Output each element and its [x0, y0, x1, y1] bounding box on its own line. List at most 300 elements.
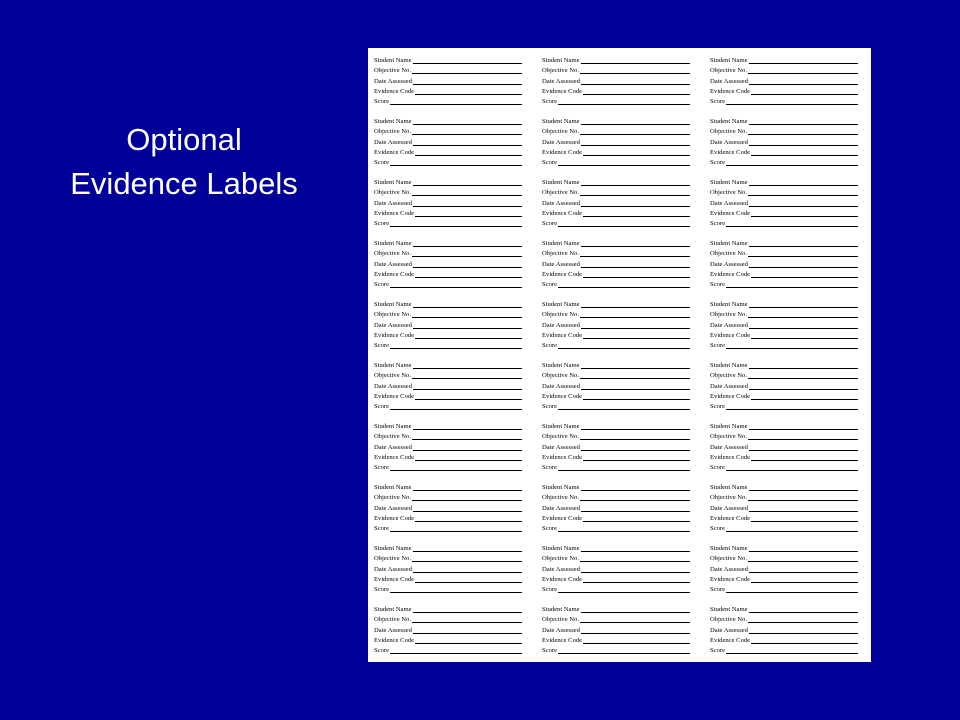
label-field-blank-line [412, 373, 522, 379]
label-field-name: Student Name [710, 179, 748, 187]
label-field-blank-line [581, 58, 690, 64]
slide-title-line-1: Optional [126, 122, 242, 157]
label-field-name: Student Name [710, 423, 748, 431]
label-field-blank-line [581, 262, 690, 268]
label-field [710, 440, 858, 450]
label-field [374, 318, 522, 328]
label-field-name: Objective No. [374, 555, 411, 563]
label-field-name: Student Name [542, 545, 580, 553]
label-field-name: Score [542, 585, 558, 593]
label-field [374, 329, 522, 339]
label-field [710, 613, 858, 623]
label-field-blank-line [751, 89, 858, 95]
label-field [374, 135, 522, 145]
label-field-blank-line [390, 404, 522, 410]
label-field [710, 278, 858, 288]
label-field-blank-line [581, 302, 690, 308]
label-field-blank-line [413, 628, 522, 634]
label-field-name: Student Name [542, 484, 580, 492]
label-field-blank-line [580, 129, 690, 135]
label-field-blank-line [413, 79, 522, 85]
label-field-blank-line [413, 546, 522, 552]
label-field-name: Date Assessed [374, 382, 412, 390]
label-field [374, 125, 522, 135]
label-field-name: Objective No. [542, 311, 579, 319]
label-field [542, 196, 690, 206]
label-field-blank-line [749, 58, 858, 64]
label-field [542, 217, 690, 227]
evidence-label [542, 481, 690, 532]
evidence-label [374, 298, 522, 349]
label-field-blank-line [558, 343, 690, 349]
label-field-name: Score [542, 646, 558, 654]
label-field [710, 298, 858, 308]
label-field-name: Objective No. [710, 494, 747, 502]
label-field [710, 115, 858, 125]
evidence-label [374, 176, 522, 227]
label-field [710, 634, 858, 644]
label-field-blank-line [749, 424, 858, 430]
label-field [542, 135, 690, 145]
label-field [710, 359, 858, 369]
label-field-blank-line [583, 211, 690, 217]
label-field [710, 308, 858, 318]
label-field-name: Score [542, 402, 558, 410]
label-field-blank-line [580, 373, 690, 379]
label-field [542, 501, 690, 511]
label-field-blank-line [583, 394, 690, 400]
label-field [542, 156, 690, 166]
label-field-name: Student Name [542, 179, 580, 187]
label-field-blank-line [413, 384, 522, 390]
label-field-blank-line [749, 79, 858, 85]
label-field-blank-line [415, 638, 522, 644]
evidence-label [710, 420, 858, 471]
label-field-name: Evidence Code [542, 636, 583, 644]
label-field-name: Date Assessed [374, 199, 412, 207]
label-field-blank-line [749, 262, 858, 268]
label-field-name: Objective No. [542, 555, 579, 563]
label-field-blank-line [558, 221, 690, 227]
label-field [710, 74, 858, 84]
label-field-blank-line [413, 323, 522, 329]
label-field-blank-line [751, 211, 858, 217]
label-field [710, 54, 858, 64]
label-field-name: Evidence Code [542, 209, 583, 217]
label-field-blank-line [748, 495, 858, 501]
label-field-name: Date Assessed [542, 77, 580, 85]
label-field [710, 257, 858, 267]
label-field-blank-line [726, 465, 858, 471]
label-field-name: Student Name [374, 240, 412, 248]
label-field-blank-line [412, 617, 522, 623]
label-field-blank-line [581, 363, 690, 369]
label-field-blank-line [726, 648, 858, 654]
evidence-label [374, 542, 522, 593]
label-field [542, 562, 690, 572]
evidence-label [710, 176, 858, 227]
label-field-blank-line [558, 99, 690, 105]
label-field [374, 552, 522, 562]
label-field-blank-line [749, 546, 858, 552]
label-field-blank-line [581, 628, 690, 634]
label-field [374, 156, 522, 166]
label-field-blank-line [749, 607, 858, 613]
label-field-blank-line [413, 363, 522, 369]
label-field-blank-line [749, 567, 858, 573]
label-field-blank-line [748, 190, 858, 196]
label-field [542, 207, 690, 217]
label-field [374, 298, 522, 308]
label-field-name: Score [710, 97, 726, 105]
label-field-blank-line [415, 150, 522, 156]
label-field [374, 308, 522, 318]
label-field-blank-line [412, 556, 522, 562]
label-field [710, 176, 858, 186]
label-field-name: Objective No. [374, 616, 411, 624]
label-field [542, 54, 690, 64]
label-field [710, 603, 858, 613]
label-field [374, 268, 522, 278]
label-field-name: Date Assessed [710, 626, 748, 634]
label-field-name: Evidence Code [710, 87, 751, 95]
label-field-blank-line [558, 587, 690, 593]
label-field [374, 369, 522, 379]
label-field-blank-line [581, 506, 690, 512]
label-field [710, 156, 858, 166]
label-field [710, 430, 858, 440]
label-field-blank-line [749, 140, 858, 146]
label-field-blank-line [413, 424, 522, 430]
label-field [374, 562, 522, 572]
label-field [374, 440, 522, 450]
label-field-name: Score [542, 158, 558, 166]
label-field-blank-line [751, 333, 858, 339]
label-field-blank-line [751, 516, 858, 522]
label-field [374, 512, 522, 522]
label-field-name: Date Assessed [374, 321, 412, 329]
label-field [542, 369, 690, 379]
label-field-name: Evidence Code [710, 636, 751, 644]
label-field-name: Objective No. [710, 555, 747, 563]
label-field-name: Objective No. [374, 189, 411, 197]
label-field-blank-line [412, 190, 522, 196]
label-field [374, 85, 522, 95]
label-field-name: Objective No. [542, 189, 579, 197]
label-field-name: Score [710, 402, 726, 410]
label-field-blank-line [580, 556, 690, 562]
label-field-name: Objective No. [542, 250, 579, 258]
label-field-name: Objective No. [710, 189, 747, 197]
label-field [542, 359, 690, 369]
label-field [542, 268, 690, 278]
label-field-name: Evidence Code [542, 148, 583, 156]
label-field-blank-line [726, 282, 858, 288]
label-field-blank-line [580, 251, 690, 257]
label-field-name: Student Name [542, 362, 580, 370]
label-field-name: Student Name [542, 240, 580, 248]
label-field-blank-line [749, 180, 858, 186]
label-field [542, 481, 690, 491]
evidence-label [374, 54, 522, 105]
label-field-blank-line [749, 485, 858, 491]
label-field-blank-line [390, 648, 522, 654]
label-field-name: Student Name [542, 57, 580, 65]
label-field-name: Score [542, 219, 558, 227]
label-field-name: Evidence Code [374, 453, 415, 461]
evidence-label [710, 237, 858, 288]
label-field-name: Date Assessed [710, 443, 748, 451]
evidence-label [710, 115, 858, 166]
label-field-name: Date Assessed [542, 626, 580, 634]
label-field [374, 278, 522, 288]
label-field-blank-line [749, 241, 858, 247]
label-field-blank-line [415, 272, 522, 278]
label-field-blank-line [748, 312, 858, 318]
label-field-name: Date Assessed [542, 504, 580, 512]
label-field-blank-line [583, 150, 690, 156]
label-field-blank-line [748, 617, 858, 623]
label-field-blank-line [581, 201, 690, 207]
label-field-blank-line [748, 373, 858, 379]
evidence-label [542, 420, 690, 471]
label-field-name: Date Assessed [374, 626, 412, 634]
label-field-name: Date Assessed [542, 199, 580, 207]
label-field [710, 268, 858, 278]
label-field-blank-line [581, 323, 690, 329]
label-field [710, 501, 858, 511]
label-field [374, 644, 522, 654]
label-field-name: Date Assessed [374, 138, 412, 146]
label-field-name: Score [710, 646, 726, 654]
label-field [710, 247, 858, 257]
label-field-name: Evidence Code [374, 209, 415, 217]
label-field [374, 237, 522, 247]
label-field [542, 64, 690, 74]
label-field-name: Score [710, 158, 726, 166]
label-field [710, 573, 858, 583]
label-field-blank-line [412, 251, 522, 257]
label-field [374, 64, 522, 74]
label-field [374, 623, 522, 633]
label-field-blank-line [726, 99, 858, 105]
label-field [374, 257, 522, 267]
label-field-blank-line [412, 434, 522, 440]
label-field-blank-line [749, 119, 858, 125]
label-field-name: Evidence Code [374, 331, 415, 339]
label-field-name: Date Assessed [374, 565, 412, 573]
label-field-name: Date Assessed [374, 443, 412, 451]
label-field-name: Score [710, 585, 726, 593]
label-field-name: Score [710, 219, 726, 227]
evidence-label [374, 359, 522, 410]
evidence-label [542, 298, 690, 349]
label-field [542, 542, 690, 552]
label-field-name: Objective No. [374, 128, 411, 136]
label-field-blank-line [581, 180, 690, 186]
label-field [542, 257, 690, 267]
label-field-blank-line [726, 343, 858, 349]
label-field [374, 522, 522, 532]
label-field-blank-line [749, 323, 858, 329]
label-field [542, 379, 690, 389]
label-field [542, 278, 690, 288]
label-field-blank-line [749, 363, 858, 369]
label-field-name: Evidence Code [542, 331, 583, 339]
label-field-blank-line [580, 434, 690, 440]
label-field-name: Student Name [542, 301, 580, 309]
label-field-name: Evidence Code [710, 575, 751, 583]
label-field-blank-line [558, 465, 690, 471]
label-field-blank-line [412, 495, 522, 501]
label-field [710, 207, 858, 217]
evidence-label [710, 481, 858, 532]
label-field-name: Evidence Code [710, 209, 751, 217]
label-field-blank-line [415, 394, 522, 400]
label-field-name: Score [542, 524, 558, 532]
label-field [374, 115, 522, 125]
label-field-blank-line [390, 526, 522, 532]
label-field [710, 196, 858, 206]
label-field [374, 613, 522, 623]
label-field-blank-line [415, 333, 522, 339]
label-field [542, 390, 690, 400]
label-field-name: Date Assessed [710, 138, 748, 146]
evidence-label [542, 603, 690, 654]
label-field [542, 573, 690, 583]
label-field-name: Evidence Code [710, 514, 751, 522]
label-field [710, 461, 858, 471]
label-field-name: Evidence Code [374, 270, 415, 278]
label-field-name: Objective No. [374, 372, 411, 380]
label-field [374, 634, 522, 644]
evidence-label [542, 359, 690, 410]
label-field-blank-line [749, 302, 858, 308]
label-field-blank-line [749, 628, 858, 634]
label-field-name: Score [710, 280, 726, 288]
label-field-name: Student Name [710, 606, 748, 614]
evidence-label [710, 54, 858, 105]
label-field-name: Evidence Code [374, 514, 415, 522]
label-field-blank-line [390, 282, 522, 288]
evidence-label [542, 542, 690, 593]
label-field-name: Date Assessed [542, 260, 580, 268]
label-field-blank-line [581, 384, 690, 390]
label-field [710, 390, 858, 400]
label-field [710, 420, 858, 430]
label-field-name: Student Name [374, 118, 412, 126]
label-field [542, 329, 690, 339]
label-field [542, 74, 690, 84]
label-field-blank-line [751, 638, 858, 644]
label-field-blank-line [581, 424, 690, 430]
label-field-name: Date Assessed [710, 321, 748, 329]
evidence-label [710, 359, 858, 410]
label-field [710, 542, 858, 552]
label-field-name: Date Assessed [542, 321, 580, 329]
label-field-name: Score [542, 97, 558, 105]
label-field [542, 85, 690, 95]
label-field-blank-line [413, 567, 522, 573]
label-field-blank-line [390, 221, 522, 227]
label-field-name: Student Name [542, 118, 580, 126]
label-field-name: Date Assessed [710, 565, 748, 573]
label-field [710, 318, 858, 328]
label-field [542, 440, 690, 450]
label-field [374, 359, 522, 369]
label-field-name: Score [374, 97, 390, 105]
label-field-name: Objective No. [710, 128, 747, 136]
label-field-name: Objective No. [542, 128, 579, 136]
label-field-blank-line [413, 201, 522, 207]
label-field [710, 217, 858, 227]
label-field-blank-line [583, 272, 690, 278]
label-field-name: Student Name [374, 484, 412, 492]
label-field [374, 176, 522, 186]
label-field [374, 400, 522, 410]
label-field-name: Objective No. [710, 616, 747, 624]
label-field [710, 339, 858, 349]
label-field-blank-line [580, 190, 690, 196]
label-field-blank-line [413, 262, 522, 268]
label-field-name: Score [710, 524, 726, 532]
label-field-name: Score [374, 402, 390, 410]
label-field-blank-line [415, 577, 522, 583]
label-field [710, 552, 858, 562]
label-field-blank-line [751, 150, 858, 156]
label-field [542, 339, 690, 349]
evidence-label [542, 115, 690, 166]
label-field-name: Score [542, 463, 558, 471]
label-field-name: Score [374, 280, 390, 288]
label-field-blank-line [751, 455, 858, 461]
label-field-blank-line [749, 506, 858, 512]
label-field [374, 573, 522, 583]
label-field-blank-line [748, 434, 858, 440]
label-field-name: Evidence Code [374, 148, 415, 156]
label-field [710, 95, 858, 105]
label-field-blank-line [751, 272, 858, 278]
label-field [710, 64, 858, 74]
label-field [542, 522, 690, 532]
label-field-name: Student Name [374, 545, 412, 553]
label-field-name: Score [374, 524, 390, 532]
label-field-blank-line [390, 343, 522, 349]
label-field-blank-line [583, 638, 690, 644]
label-field-blank-line [748, 68, 858, 74]
label-field-name: Student Name [374, 606, 412, 614]
label-field-blank-line [581, 607, 690, 613]
label-field-blank-line [580, 495, 690, 501]
label-field [710, 491, 858, 501]
label-field [374, 186, 522, 196]
label-field-name: Student Name [374, 57, 412, 65]
label-field [542, 95, 690, 105]
label-field-name: Date Assessed [542, 382, 580, 390]
label-field-name: Evidence Code [374, 392, 415, 400]
label-field-blank-line [749, 445, 858, 451]
label-field [374, 339, 522, 349]
label-field-name: Evidence Code [710, 392, 751, 400]
label-field-blank-line [749, 384, 858, 390]
label-field-blank-line [726, 221, 858, 227]
label-field-blank-line [580, 617, 690, 623]
label-field-name: Score [374, 463, 390, 471]
evidence-label [374, 420, 522, 471]
label-field [542, 613, 690, 623]
label-field [710, 562, 858, 572]
label-field [542, 298, 690, 308]
